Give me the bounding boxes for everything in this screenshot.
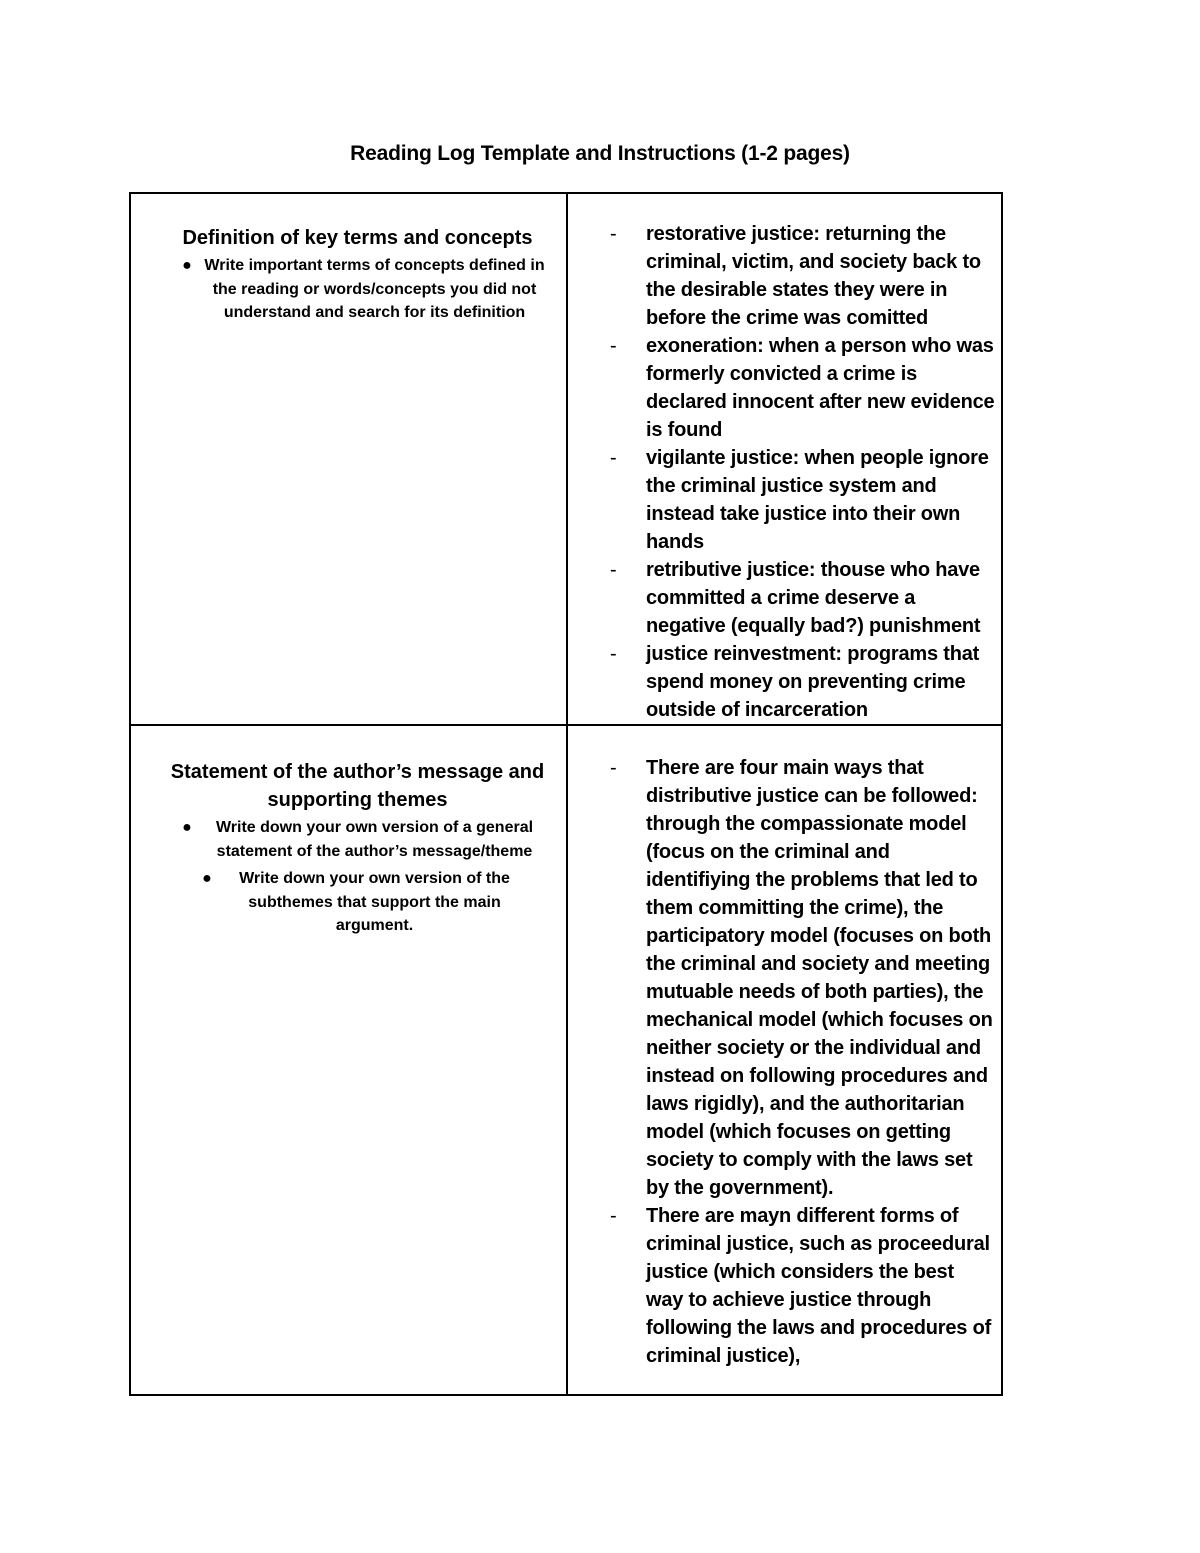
bullet-icon: ● [182,257,192,274]
author-message-response-cell [567,725,1002,1395]
dash-marker: - [610,223,617,245]
table-row-key-terms [130,193,1002,725]
instruction-list [159,816,556,938]
bullet-icon: ● [182,819,192,836]
dash-marker: - [610,447,617,469]
entry-text: restorative justice: returning the criminal, victim, and society back to the desirable states they were in before the crime was comitted [646,223,981,329]
instruction-list [159,254,556,325]
dash-marker: - [610,335,617,357]
table-row-author-message [130,725,1002,1395]
author-message-prompt-cell [130,725,567,1395]
list-item [568,444,995,556]
entry-text: There are four main ways that distributive justice can be followed: through the compassionate model (focus on the criminal and identifiying the problems that led to them committing the crime), the participatory model (focuses on both the criminal and society and meeting mutuable needs of both parties), the mechanical model (which focuses on neither society or the individual and instead on following procedures and laws rigidly), and the authoritarian model (which focuses on getting society to comply with the laws set by the government). [646,757,993,1199]
list-item [568,1202,995,1370]
bullet-icon: ● [202,870,212,887]
instruction-item [159,867,556,938]
dash-marker: - [610,1205,617,1227]
entry-text: vigilante justice: when people ignore the criminal justice system and instead take justice into their own hands [646,447,989,553]
reading-log-table [129,192,1003,1396]
dash-marker: - [610,757,617,779]
instruction-item [159,816,556,863]
dash-marker: - [610,559,617,581]
instruction-text: Write down your own version of a general statement of the author’s message/theme [215,819,534,860]
list-item [568,220,995,332]
section-heading: Statement of the author’s message and supporting themes [170,761,545,811]
list-item [568,556,995,640]
entry-text: retributive justice: thouse who have committed a crime deserve a negative (equally bad?) punishment [646,559,981,637]
dash-marker: - [610,643,617,665]
list-item [568,640,995,724]
list-item [568,754,995,1202]
key-terms-response-cell [567,193,1002,725]
entry-text: justice reinvestment: programs that spend money on preventing crime outside of incarceration [646,643,980,721]
list-item [568,332,995,444]
response-list [568,194,1001,724]
page-title: Reading Log Template and Instructions (1-2 pages) [350,142,850,165]
instruction-text: Write important terms of concepts defined in the reading or words/concepts you did not understand and search for its definition [204,257,545,321]
instruction-item [159,254,556,325]
section-heading: Definition of key terms and concepts [182,227,533,249]
key-terms-prompt-cell [130,193,567,725]
entry-text: There are mayn different forms of criminal justice, such as proceedural justice (which considers the best way to achieve justice through following the laws and procedures of criminal justice), [646,1205,992,1367]
instruction-text: Write down your own version of the subthemes that support the main argument. [239,870,510,934]
entry-text: exoneration: when a person who was formerly convicted a crime is declared innocent after new evidence is found [646,335,995,441]
response-list [568,726,1001,1370]
